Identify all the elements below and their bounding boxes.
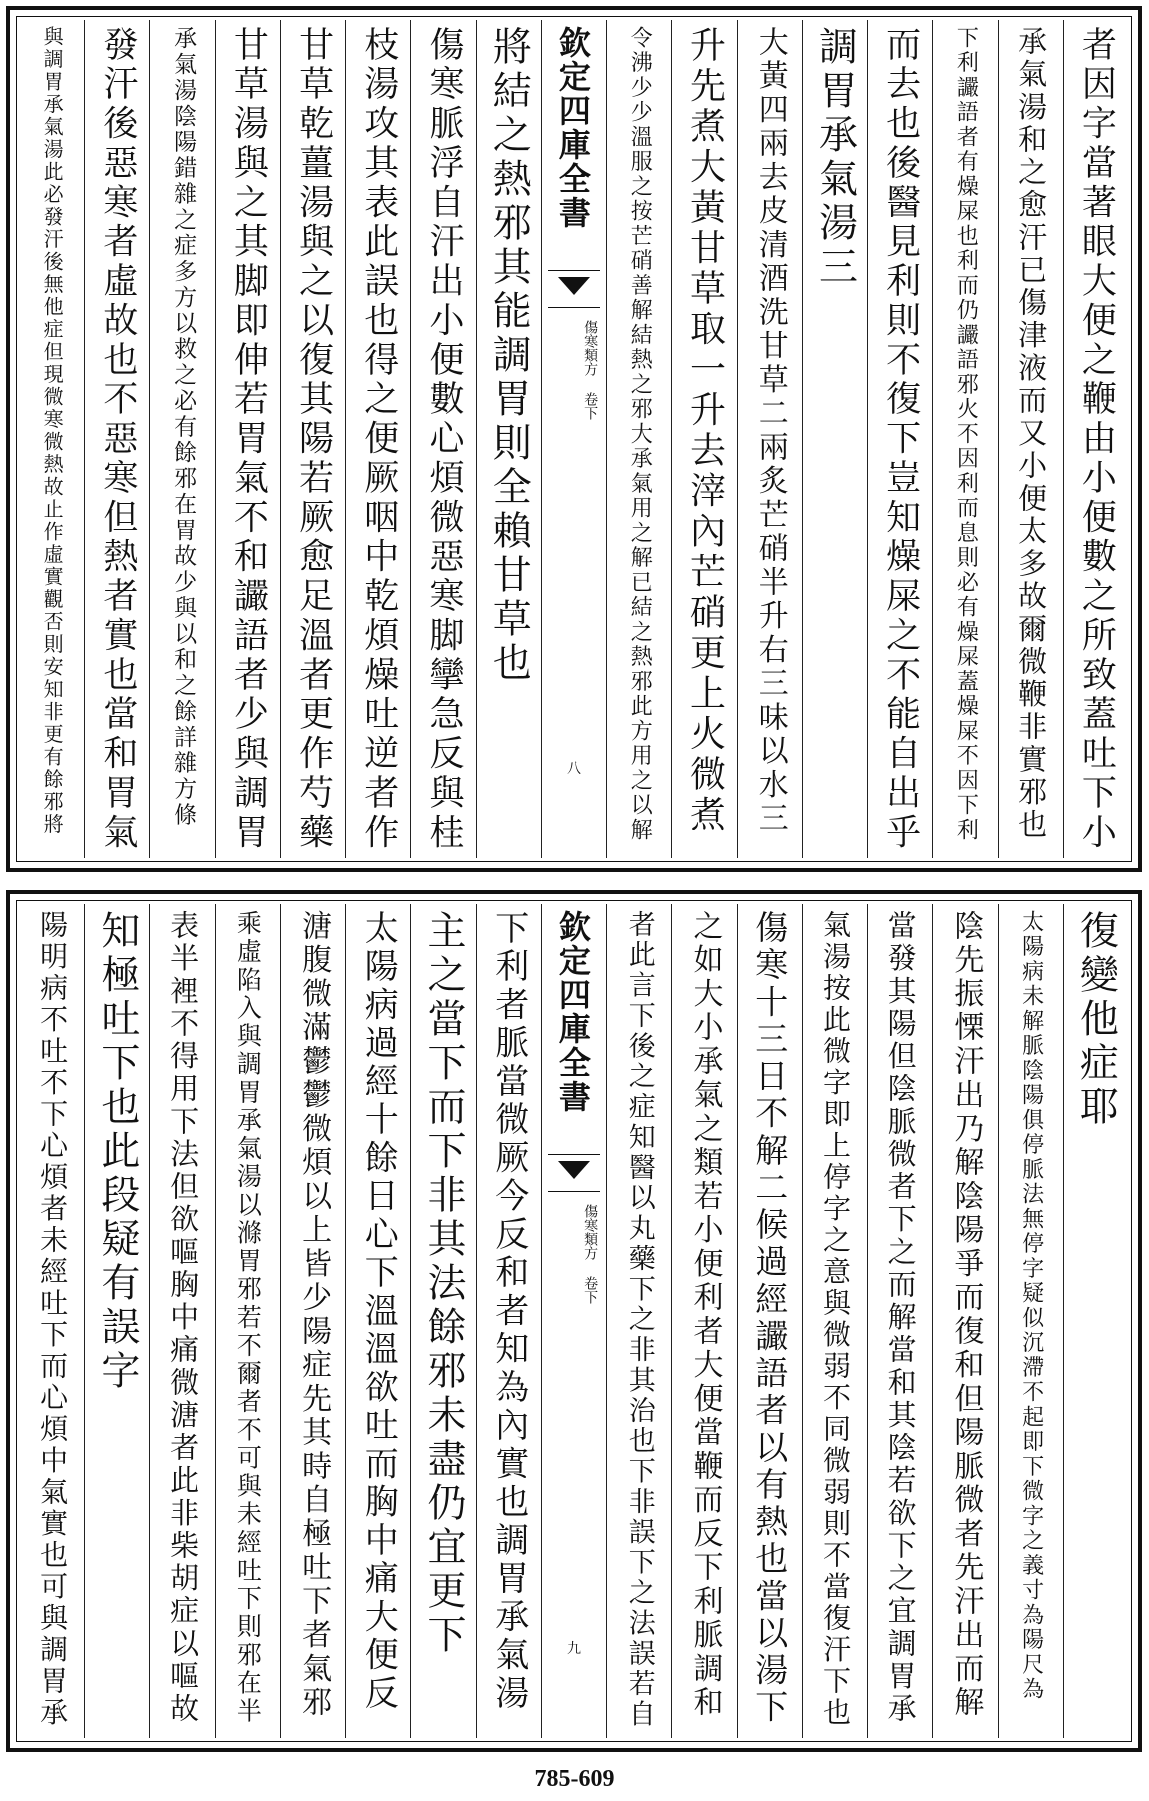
text-column-block (215, 20, 280, 858)
text-column-block (280, 904, 345, 1738)
text-column-block (84, 20, 149, 858)
upper-columns (20, 20, 1128, 858)
text-column: 下利者脈當微厥今反和者知為內實也調胃承氣湯 (488, 910, 529, 1714)
text-column: 令沸少少溫服之按芒硝善解結熱之邪大承氣用之解已結之熱邪此方用之以解 (627, 26, 653, 843)
text-column-block (671, 904, 736, 1738)
text-column-block (932, 904, 997, 1738)
text-column-block (476, 20, 541, 858)
text-column-block (737, 904, 802, 1738)
margin-caption: 欽定四庫全書 (553, 910, 592, 1114)
text-column: 者因字當著眼大便之鞭由小便數之所致蓋吐下小 (1076, 26, 1117, 853)
text-column: 主之當下而下非其法餘邪未盡仍宜更下 (421, 910, 467, 1658)
text-column-block (215, 904, 280, 1738)
text-column: 枝湯攻其表此誤也得之便厥咽中乾煩燥吐逆者作 (358, 26, 399, 853)
page-number-footer: 785-609 (534, 1766, 615, 1792)
fish-tail-mark (548, 270, 600, 308)
text-column: 者此言下後之症知醫以丸藥下之非其治也下非誤下之法誤若自 (623, 910, 655, 1731)
lower-frame (6, 890, 1142, 1752)
margin-subtitle: 傷寒類方 卷下 (582, 320, 599, 420)
text-column-block (998, 904, 1063, 1738)
text-column-block (84, 904, 149, 1738)
text-column-block (802, 904, 867, 1738)
text-column: 調胃承氣湯三 (812, 26, 858, 290)
text-column: 甘草湯與之其脚即伸若胃氣不和讝語者少與調胃 (228, 26, 269, 853)
text-column: 太陽病未解脈陰陽俱停脈法無停字疑似沉滯不起即下微字之義寸為陽尺為 (1018, 910, 1044, 1702)
center-margin (541, 904, 606, 1738)
text-column: 而去也後醫見利則不復下豈知燥屎之不能自出乎 (880, 26, 921, 853)
text-column-block (606, 20, 671, 858)
text-column-block (1063, 904, 1128, 1738)
text-column-block (802, 20, 867, 858)
text-column: 發汗後惡寒者虛故也不惡寒但熱者實也當和胃氣 (97, 26, 138, 853)
center-margin (541, 20, 606, 858)
text-column: 復變他症耶 (1073, 910, 1119, 1130)
text-column: 知極吐下也此段疑有誤字 (94, 910, 140, 1394)
text-column-block (867, 20, 932, 858)
text-column: 下利讝語者有燥屎也利而仍讝語邪火不因利而息則必有燥屎蓋燥屎不因下利 (953, 26, 979, 843)
margin-subtitle: 傷寒類方 卷下 (582, 1204, 599, 1304)
text-column-block (280, 20, 345, 858)
upper-frame (6, 6, 1142, 872)
text-column: 之如大小承氣之類若小便利者大便當鞭而反下利脈調和 (687, 910, 723, 1720)
text-column: 承氣湯陰陽錯雜之症多方以救之必有餘邪在胃故少與以和之餘詳雜方條 (170, 26, 197, 829)
fish-tail-mark (548, 1154, 600, 1192)
text-column: 陽明病不吐不下心煩者未經吐下而心煩中氣實也可與調胃承 (36, 910, 70, 1729)
text-column-block (1063, 20, 1128, 858)
text-column: 承氣湯和之愈汗已傷津液而又小便太多故爾微鞭非實邪也 (1014, 26, 1049, 842)
text-column-block (20, 20, 84, 858)
margin-page-number: 九 (567, 1641, 581, 1657)
text-column-block (737, 20, 802, 858)
text-column-block (345, 20, 410, 858)
upper-page (0, 0, 1149, 880)
text-column: 大黃四兩去皮清酒洗甘草二兩炙芒硝半升右三味以水三 (752, 26, 788, 836)
text-column-block (20, 904, 84, 1738)
text-column-block (671, 20, 736, 858)
text-column: 甘草乾薑湯與之以復其陽若厥愈足溫者更作芍藥 (293, 26, 334, 853)
text-column-block (606, 904, 671, 1738)
text-column: 傷寒脈浮自汗出小便數心煩微惡寒脚攣急反與桂 (424, 26, 465, 853)
margin-caption: 欽定四庫全書 (553, 26, 592, 230)
text-column: 陰先振慄汗出乃解陰陽爭而復和但陽脈微者先汗出而解 (948, 910, 984, 1720)
text-column-block (149, 20, 214, 858)
text-column: 氣湯按此微字即上停字之意與微弱不同微弱則不當復汗下也 (818, 910, 852, 1729)
lower-page (0, 880, 1149, 1760)
text-column: 傷寒十三日不解二候過經讝語者以有熱也當以湯下 (750, 910, 790, 1727)
text-column: 溏腹微滿鬱鬱微煩以上皆少陽症先其時自極吐下者氣邪 (296, 910, 332, 1720)
text-column-block (410, 20, 475, 858)
text-column: 乘虛陷入與調胃承氣湯以滌胃邪若不爾者不可與未經吐下則邪在半 (233, 910, 263, 1726)
text-column: 與調胃承氣湯此必發汗後無他症但現微寒微熱故止作虛實觀否則安知非更有餘邪將 (40, 26, 65, 836)
text-column-block (476, 904, 541, 1738)
text-column-block (932, 20, 997, 858)
text-column: 將結之熱邪其能調胃則全賴甘草也 (486, 26, 532, 686)
text-column-block (345, 904, 410, 1738)
text-column: 表半裡不得用下法但欲嘔胸中痛微溏者此非柴胡症以嘔故 (166, 910, 201, 1726)
text-column-block (867, 904, 932, 1738)
text-column-block (998, 20, 1063, 858)
text-column: 當發其陽但陰脈微者下之而解當和其陰若欲下之宜調胃承 (883, 910, 918, 1726)
margin-page-number: 八 (567, 761, 581, 777)
text-column: 升先煮大黃甘草取一升去滓內芒硝更上火微煮 (684, 26, 726, 836)
text-column-block (149, 904, 214, 1738)
text-column-block (410, 904, 475, 1738)
text-column: 太陽病過經十餘日心下溫溫欲吐而胸中痛大便反 (358, 910, 399, 1714)
lower-columns (20, 904, 1128, 1738)
